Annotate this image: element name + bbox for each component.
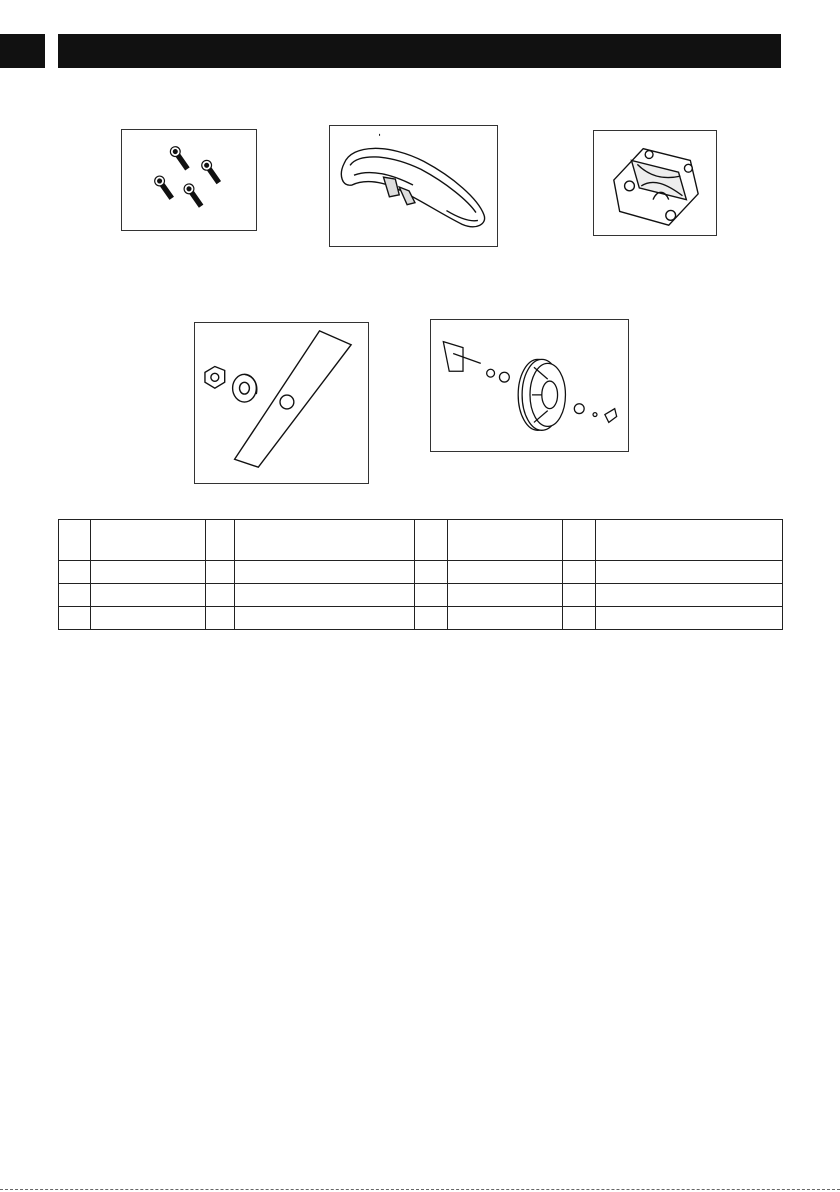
- blade-kit-illustration: [195, 323, 368, 483]
- table-cell: [596, 584, 783, 607]
- table-cell: [563, 561, 596, 584]
- table-row: [59, 607, 783, 630]
- table-cell: [563, 607, 596, 630]
- table-cell: [415, 561, 448, 584]
- table-cell: [448, 584, 563, 607]
- table-cell: [206, 561, 235, 584]
- table-cell: [206, 607, 235, 630]
- table-cell: [448, 607, 563, 630]
- header-cell: [59, 520, 91, 561]
- table-cell: [596, 561, 783, 584]
- handle-illustration: [330, 126, 497, 246]
- header-bar: [58, 34, 781, 68]
- washer: [233, 374, 257, 402]
- table-header-row: [59, 520, 783, 561]
- page-tab: [0, 34, 45, 68]
- page-bottom-rule: [0, 1189, 840, 1190]
- handle-figure: [329, 125, 498, 247]
- table-cell: [563, 584, 596, 607]
- table-cell: [415, 584, 448, 607]
- wheel-kit-illustration: [431, 320, 628, 451]
- table-cell: [91, 561, 206, 584]
- table-cell: [59, 607, 91, 630]
- bracket-illustration: [594, 131, 716, 235]
- parts-table: [58, 519, 783, 630]
- screws-figure: [121, 129, 257, 231]
- screws-illustration: [122, 130, 256, 230]
- table-cell: [91, 607, 206, 630]
- table-cell: [415, 607, 448, 630]
- table-row: [59, 561, 783, 584]
- table-cell: [206, 584, 235, 607]
- table-cell: [235, 561, 415, 584]
- table-row: [59, 584, 783, 607]
- header-cell: [91, 520, 206, 561]
- nut: [205, 366, 225, 388]
- header-cell: [415, 520, 448, 561]
- table-cell: [448, 561, 563, 584]
- header-cell: [235, 520, 415, 561]
- wheel-kit-figure: [430, 319, 629, 452]
- header-cell: [206, 520, 235, 561]
- bracket-figure: [593, 130, 717, 236]
- table-cell: [91, 584, 206, 607]
- header-cell: [563, 520, 596, 561]
- table-cell: [59, 561, 91, 584]
- blade-kit-figure: [194, 322, 369, 484]
- header-cell: [596, 520, 783, 561]
- table-cell: [596, 607, 783, 630]
- table-cell: [59, 584, 91, 607]
- header-cell: [448, 520, 563, 561]
- table-cell: [235, 607, 415, 630]
- table-cell: [235, 584, 415, 607]
